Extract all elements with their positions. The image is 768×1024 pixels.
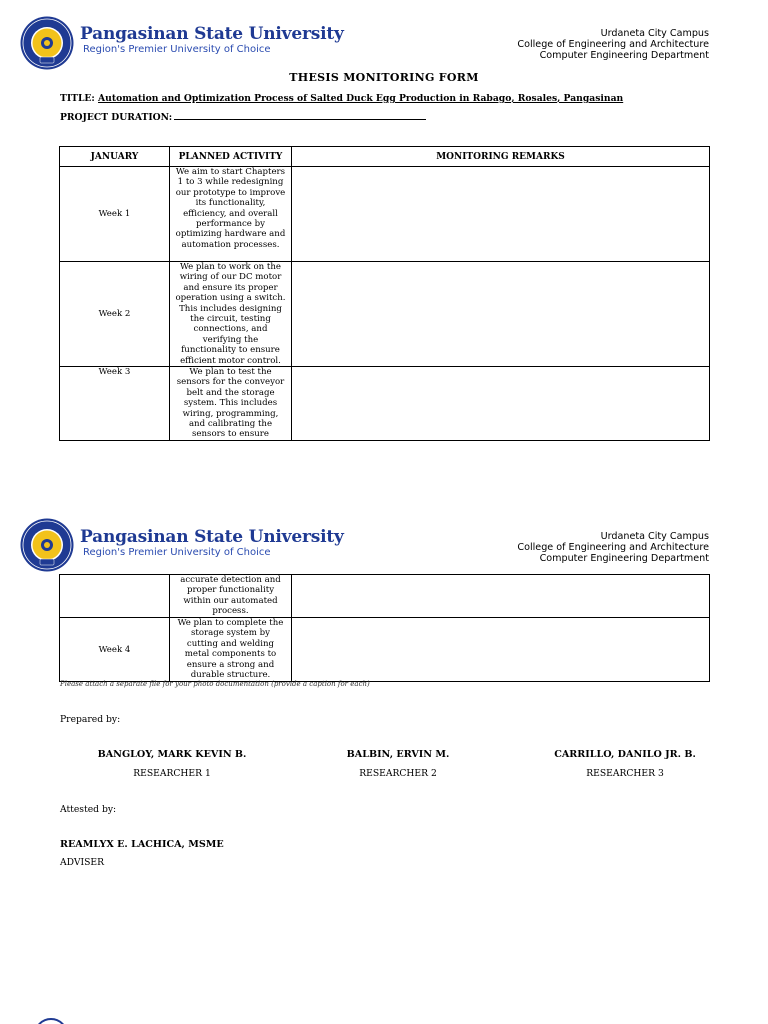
department-line: Computer Engineering Department bbox=[539, 50, 709, 61]
week-cell: Week 2 bbox=[60, 262, 170, 367]
adviser-name: REAMLYX E. LACHICA, MSME bbox=[60, 839, 224, 850]
university-seal-icon bbox=[20, 518, 74, 572]
activity-text: We plan to work on the wiring of our DC motor and ensure its proper operation using a switch. This includes designing the circuit, testing connections, and verifying the functionality to ensure efficient motor control. bbox=[175, 262, 286, 366]
activity-text: We plan to test the sensors for the conveyor belt and the storage system. This includes wiring, programming, and calibrating the sensors to ensure bbox=[176, 367, 285, 440]
campus-line: Urdaneta City Campus bbox=[600, 531, 709, 542]
activity-cell bbox=[170, 618, 292, 682]
researcher-1-name: BANGLOY, MARK KEVIN B. bbox=[97, 749, 247, 760]
researcher-1-role: RESEARCHER 1 bbox=[133, 768, 211, 779]
college-line: College of Engineering and Architecture bbox=[517, 542, 709, 553]
next-page-seal-fragment bbox=[34, 1018, 68, 1024]
header-planned-activity: PLANNED ACTIVITY bbox=[170, 147, 292, 167]
university-tagline: Region's Premier University of Choice bbox=[83, 547, 271, 558]
title-value: Automation and Optimization Process of Salted Duck Egg Production in Rabago, Rosales, Pangasinan bbox=[98, 93, 624, 104]
week-cell bbox=[60, 575, 170, 618]
table-header-row bbox=[60, 147, 710, 167]
table-row bbox=[60, 167, 710, 262]
researcher-2-name: BALBIN, ERVIN M. bbox=[346, 749, 450, 760]
activity-cell bbox=[170, 575, 292, 618]
activity-text: We plan to complete the storage system by cutting and welding metal components to ensure a strong and durable structure. bbox=[177, 618, 284, 681]
researcher-2-role: RESEARCHER 2 bbox=[359, 768, 437, 779]
university-seal-icon bbox=[20, 16, 74, 70]
remarks-cell[interactable] bbox=[292, 575, 710, 618]
week-cell: Week 4 bbox=[60, 618, 170, 682]
department-line: Computer Engineering Department bbox=[539, 553, 709, 564]
remarks-cell[interactable] bbox=[292, 167, 710, 262]
duration-blank-field[interactable] bbox=[174, 110, 426, 120]
title-label: TITLE: bbox=[60, 93, 95, 104]
activity-text: We aim to start Chapters 1 to 3 while redesigning our prototype to improve its functionality, efficiency, and overall performance by optimizing hardware and automation processes. bbox=[175, 167, 286, 250]
table-row bbox=[60, 618, 710, 682]
seal-edge-icon bbox=[34, 1018, 68, 1024]
week-cell: Week 1 bbox=[60, 167, 170, 262]
researcher-3-role: RESEARCHER 3 bbox=[586, 768, 664, 779]
project-duration-line bbox=[60, 110, 426, 123]
remarks-cell[interactable] bbox=[292, 262, 710, 367]
duration-label: PROJECT DURATION: bbox=[60, 112, 173, 123]
activity-text: accurate detection and proper functionality within our automated process. bbox=[180, 575, 281, 617]
college-line: College of Engineering and Architecture bbox=[517, 39, 709, 50]
researcher-3-name: CARRILLO, DANILO JR. B. bbox=[554, 749, 696, 760]
campus-block bbox=[517, 531, 709, 564]
prepared-by-label: Prepared by: bbox=[60, 714, 121, 725]
university-name: Pangasinan State University bbox=[80, 24, 344, 44]
campus-block bbox=[517, 28, 709, 61]
table-row bbox=[60, 367, 710, 441]
remarks-cell[interactable] bbox=[292, 367, 710, 441]
activity-cell bbox=[170, 167, 292, 262]
form-title: THESIS MONITORING FORM bbox=[289, 71, 479, 84]
activity-cell bbox=[170, 367, 292, 441]
monitoring-table-page1 bbox=[59, 146, 710, 441]
university-tagline: Region's Premier University of Choice bbox=[83, 44, 271, 55]
monitoring-table-page2 bbox=[59, 574, 710, 682]
photo-documentation-note: Please attach a separate file for your photo documentation (provide a caption for each) bbox=[60, 680, 370, 688]
week-cell: Week 3 bbox=[60, 367, 170, 441]
header-monitoring-remarks: MONITORING REMARKS bbox=[292, 147, 710, 167]
table-row bbox=[60, 262, 710, 367]
adviser-role: ADVISER bbox=[60, 857, 105, 868]
remarks-cell[interactable] bbox=[292, 618, 710, 682]
campus-line: Urdaneta City Campus bbox=[600, 28, 709, 39]
header-month: JANUARY bbox=[60, 147, 170, 167]
thesis-title-line bbox=[60, 93, 623, 104]
attested-by-label: Attested by: bbox=[60, 804, 117, 815]
table-row bbox=[60, 575, 710, 618]
university-name: Pangasinan State University bbox=[80, 527, 344, 547]
activity-cell bbox=[170, 262, 292, 367]
